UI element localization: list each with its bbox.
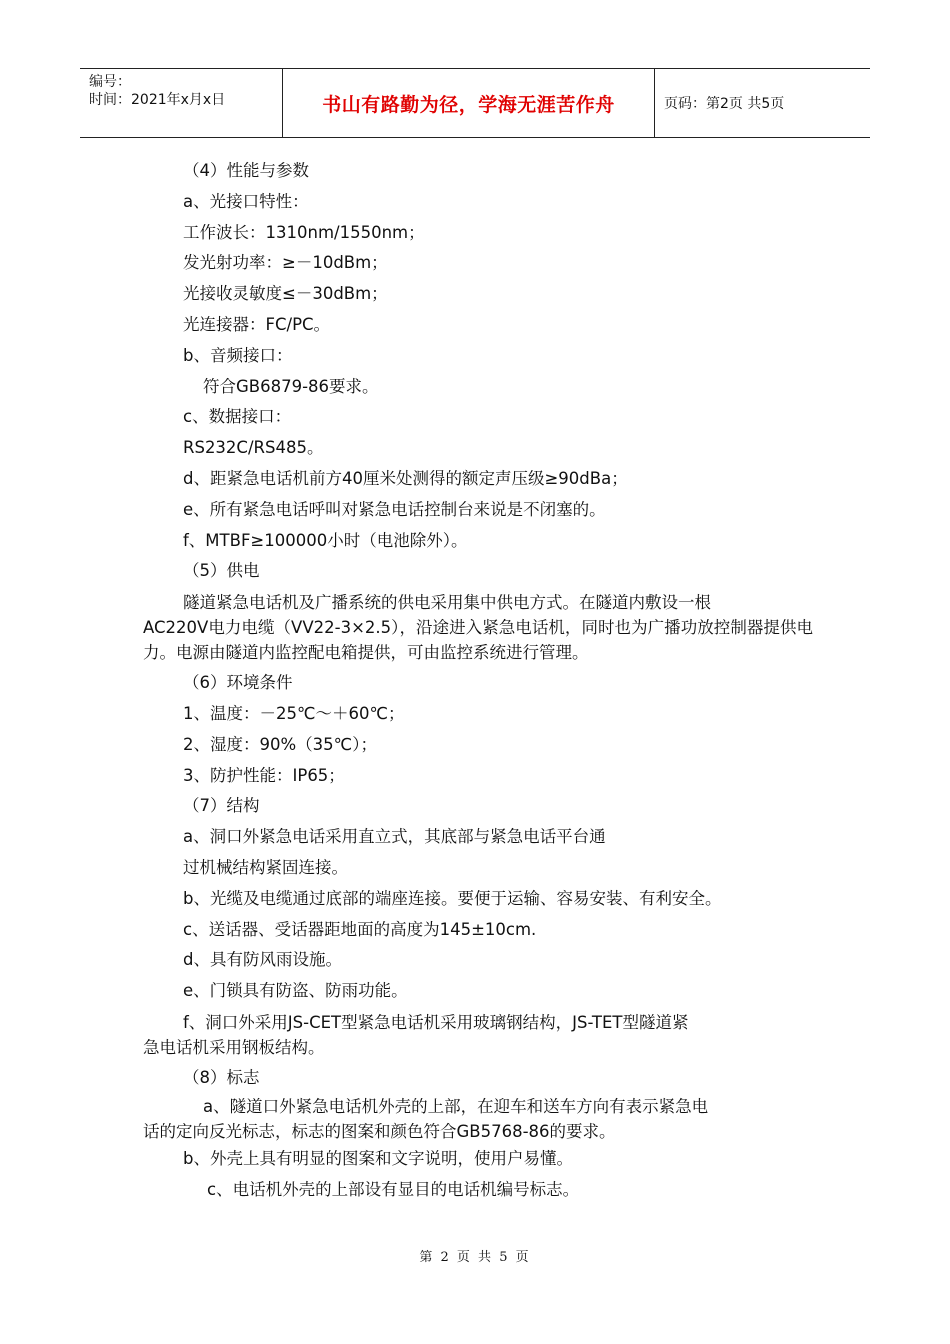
page-footer: 第 2 页 共 5 页 [419,1250,531,1265]
text-line: RS232C/RS485。 [183,438,324,458]
text-line: b、光缆及电缆通过底部的端座连接。要便于运输、容易安装、有利安全。 [183,888,722,908]
text-line: d、具有防风雨设施。 [183,950,342,970]
section-heading: （6）环境条件 [183,673,293,693]
document-body [143,156,813,1205]
text-line: e、门锁具有防盗、防雨功能。 [183,981,408,1001]
text-line: 3、防护性能：IP65； [183,765,345,785]
text-line: c、送话器、受话器距地面的高度为145±10cm. [183,919,537,939]
text-line: 工作波长：1310nm/1550nm； [183,222,425,242]
text-line: a、光接口特性： [183,191,309,211]
paragraph [143,1094,813,1144]
page-header [80,68,870,138]
text-line: c、电话机外壳的上部设有显目的电话机编号标志。 [207,1179,580,1199]
header-motto: 书山有路勤为径，学海无涯苦作舟 [283,69,655,137]
header-meta [80,69,283,137]
text-line: 光接收灵敏度≤－30dBm； [183,284,388,304]
paragraph-continuation: AC220V电力电缆（VV22-3×2.5），沿途进入紧急电话机，同时也为广播功放控制器提供电力。电源由隧道内监控配电箱提供，可由监控系统进行管理。 [143,618,813,663]
text-line: b、音频接口： [183,345,293,365]
paragraph-continuation: 话的定向反光标志，标志的图案和颜色符合GB5768-86的要求。 [143,1121,616,1141]
text-line: 发光射功率：≥－10dBm； [183,253,388,273]
text-line: d、距紧急电话机前方40厘米处测得的额定声压级≥90dBa； [183,468,628,488]
text-line: 2、湿度：90%（35℃）； [183,734,377,754]
paragraph [143,587,813,668]
section-heading: （4）性能与参数 [183,161,309,180]
paragraph-first-line: 隧道紧急电话机及广播系统的供电采用集中供电方式。在隧道内敷设一根 [183,593,711,613]
number-label: 编号： [89,74,131,90]
text-line: 1、温度：－25℃～＋60℃； [183,703,405,723]
text-line: a、洞口外紧急电话采用直立式，其底部与紧急电话平台通 [183,827,606,847]
paragraph [143,1007,813,1063]
section-heading: （7）结构 [183,796,260,816]
header-page-info: 页码：第2页 共5页 [664,96,785,112]
text-line: 过机械结构紧固连接。 [183,857,348,877]
section-heading: （8）标志 [183,1067,260,1087]
text-line: e、所有紧急电话呼叫对紧急电话控制台来说是不闭塞的。 [183,499,606,519]
text-line: b、外壳上具有明显的图案和文字说明，使用户易懂。 [183,1148,573,1168]
text-line: c、数据接口： [183,407,292,427]
text-line: 光连接器：FC/PC。 [183,314,331,334]
time-label: 时间：2021年x月x日 [89,92,226,108]
text-line: f、MTBF≥100000小时（电池除外）。 [183,530,468,550]
paragraph-first-line: f、洞口外采用JS-CET型紧急电话机采用玻璃钢结构，JS-TET型隧道紧 [183,1012,689,1032]
paragraph-first-line: a、隧道口外紧急电话机外壳的上部，在迎车和送车方向有表示紧急电 [203,1096,709,1116]
paragraph-continuation: 急电话机采用钢板结构。 [143,1037,325,1057]
section-heading: （5）供电 [183,561,260,581]
text-line: 符合GB6879-86要求。 [203,376,379,396]
